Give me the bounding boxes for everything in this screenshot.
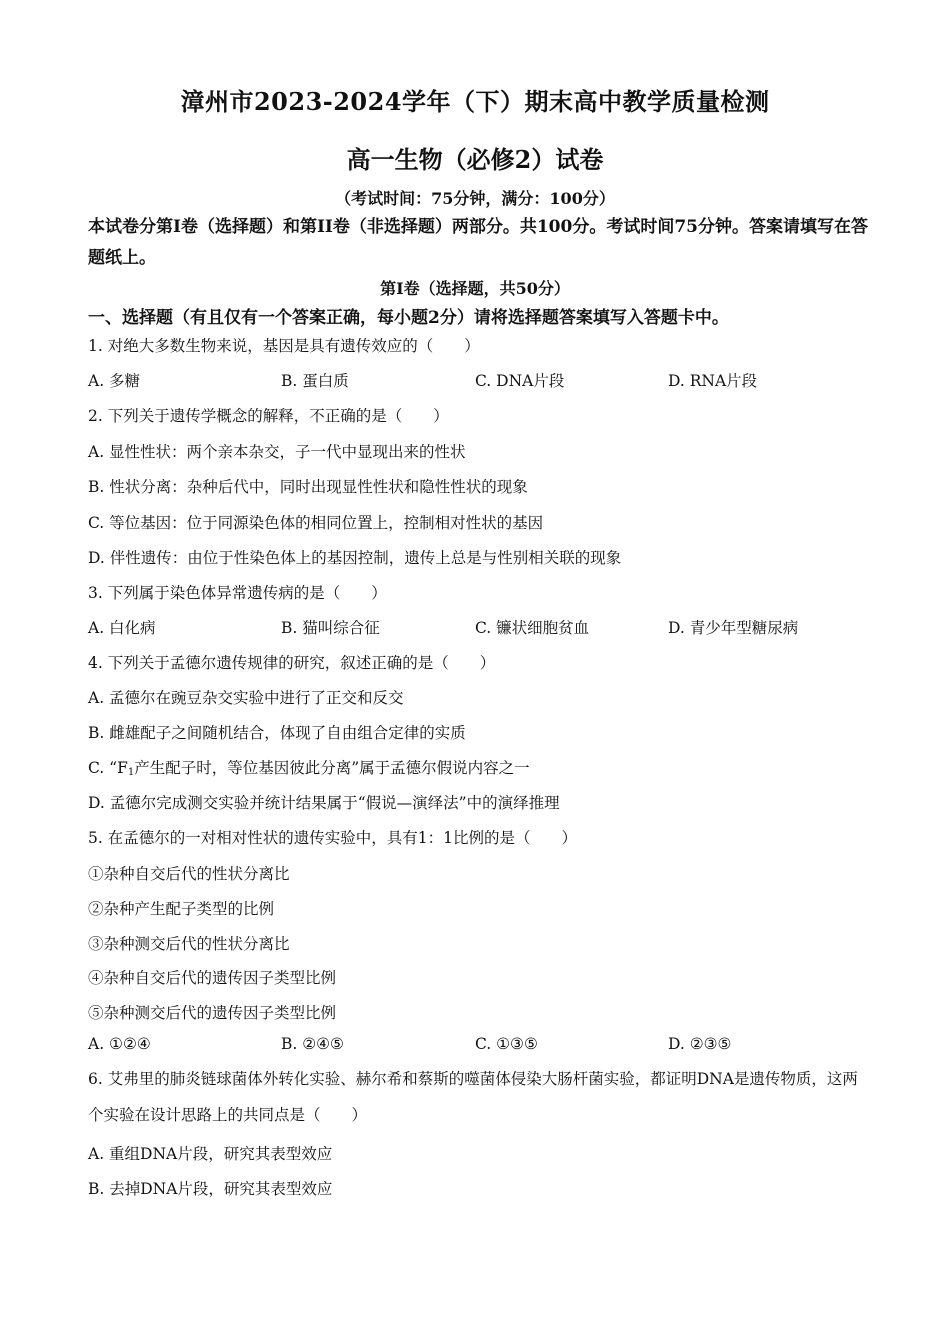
question-2-stem: 2. 下列关于遗传学概念的解释，不正确的是（ ） — [88, 407, 449, 425]
question-4-stem: 4. 下列关于孟德尔遗传规律的研究，叙述正确的是（ ） — [88, 654, 496, 672]
question-3-option-d: D. 青少年型糖尿病 — [668, 619, 799, 637]
question-4-option-c-prefix: C. “F — [88, 759, 128, 777]
question-4-option-c-subscript: 1 — [127, 767, 135, 778]
question-5-option-d: D. ②③⑤ — [668, 1035, 732, 1053]
question-5-option-a: A. ①②④ — [88, 1035, 151, 1053]
exam-time-info: （考试时间：75分钟，满分：100分） — [335, 189, 615, 208]
question-6-option-b: B. 去掉DNA片段，研究其表型效应 — [88, 1180, 333, 1198]
question-4-option-c-text: 产生配子时，等位基因彼此分离”属于孟德尔假说内容之一 — [134, 759, 530, 777]
question-1-option-c: C. DNA片段 — [475, 372, 565, 390]
question-6-stem: 6. 艾弗里的肺炎链球菌体外转化实验、赫尔希和蔡斯的噬菌体侵染大肠杆菌实验，都证明DNA是遗传物质，这两个实验在设计思路上的共同点是（ ） — [88, 1070, 858, 1124]
question-2-option-a: A. 显性性状：两个亲本杂交，子一代中显现出来的性状 — [88, 443, 466, 461]
question-6-option-a: A. 重组DNA片段，研究其表型效应 — [88, 1145, 333, 1163]
exam-intro: 本试卷分第I卷（选择题）和第II卷（非选择题）两部分。共100分。考试时间75分钟。答案请填写在答题纸上。 — [88, 217, 868, 268]
question-1-option-b: B. 蛋白质 — [281, 372, 349, 390]
question-5-stem: 5. 在孟德尔的一对相对性状的遗传实验中，具有1：1比例的是（ ） — [88, 829, 577, 847]
question-4-option-c — [88, 756, 530, 778]
question-1-option-a: A. 多糖 — [88, 372, 141, 390]
question-5-item-2: ②杂种产生配子类型的比例 — [88, 900, 275, 918]
question-2-option-b: B. 性状分离：杂种后代中，同时出现显性性状和隐性性状的现象 — [88, 478, 528, 496]
question-5-item-4: ④杂种自交后代的遗传因子类型比例 — [88, 969, 337, 987]
question-3-stem: 3. 下列属于染色体异常遗传病的是（ ） — [88, 584, 387, 602]
question-3-option-a: A. 白化病 — [88, 619, 156, 637]
question-4-option-b: B. 雌雄配子之间随机结合，体现了自由组合定律的实质 — [88, 724, 466, 742]
question-4-option-a: A. 孟德尔在豌豆杂交实验中进行了正交和反交 — [88, 689, 404, 707]
question-2-option-d: D. 伴性遗传：由位于性染色体上的基因控制，遗传上总是与性别相关联的现象 — [88, 549, 622, 567]
question-5-option-c: C. ①③⑤ — [475, 1035, 538, 1053]
question-5-item-3: ③杂种测交后代的性状分离比 — [88, 935, 290, 953]
question-3-option-b: B. 猫叫综合征 — [281, 619, 380, 637]
question-5-option-b: B. ②④⑤ — [281, 1035, 344, 1053]
section-title: 第I卷（选择题，共50分） — [380, 279, 570, 298]
question-5-item-1: ①杂种自交后代的性状分离比 — [88, 865, 290, 883]
question-5-item-5: ⑤杂种测交后代的遗传因子类型比例 — [88, 1004, 337, 1022]
exam-title: 漳州市2023-2024学年（下）期末高中教学质量检测 — [180, 87, 770, 116]
section-instruction: 一、选择题（有且仅有一个答案正确，每小题2分）请将选择题答案填写入答题卡中。 — [88, 308, 729, 328]
question-4-option-d: D. 孟德尔完成测交实验并统计结果属于“假说—演绎法”中的演绎推理 — [88, 794, 560, 812]
question-2-option-c: C. 等位基因：位于同源染色体的相同位置上，控制相对性状的基因 — [88, 514, 544, 532]
question-1-stem: 1. 对绝大多数生物来说，基因是具有遗传效应的（ ） — [88, 337, 480, 355]
question-3-option-c: C. 镰状细胞贫血 — [475, 619, 590, 637]
exam-subtitle: 高一生物（必修2）试卷 — [346, 145, 604, 174]
question-1-option-d: D. RNA片段 — [668, 372, 758, 390]
